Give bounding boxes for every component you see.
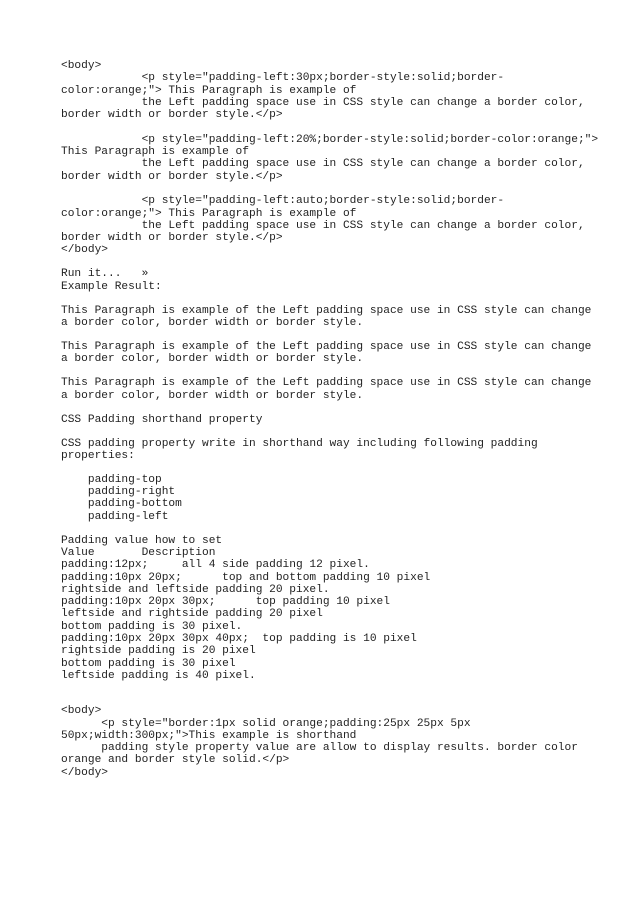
code-line: the Left padding space use in CSS style can change a border color,: [61, 219, 585, 232]
table-line: bottom padding is 30 pixel: [61, 657, 236, 670]
result-line: This Paragraph is example of the Left padding space use in CSS style can change: [61, 341, 592, 353]
result-line: a border color, border width or border style.: [61, 389, 364, 402]
table-line: rightside padding is 20 pixel: [61, 645, 256, 658]
list-item: padding-top: [61, 473, 162, 486]
code-line: This Paragraph is example of: [61, 146, 249, 159]
result-paragraph-2: [61, 341, 621, 366]
result-paragraph-3: [61, 377, 621, 402]
intro-line: CSS padding property write in shorthand way including following padding: [61, 437, 538, 450]
table-line: padding:12px; all 4 side padding 12 pixel.: [61, 559, 370, 572]
code-line: border width or border style.</p>: [61, 109, 283, 122]
list-item: padding-right: [61, 486, 176, 499]
example-result-label: Example Result:: [61, 280, 162, 293]
code-line: <p style="padding-left:auto;border-style:solid;border-: [61, 195, 505, 208]
code-line: the Left padding space use in CSS style can change a border color,: [61, 158, 585, 171]
document-page: [61, 60, 621, 779]
result-paragraph-1: [61, 305, 621, 330]
code-line: <p style="border:1px solid orange;padding:25px 25px 5px: [61, 717, 471, 730]
shorthand-heading: CSS Padding shorthand property: [61, 413, 263, 426]
code-line: border width or border style.</p>: [61, 170, 283, 183]
code-line: <body>: [61, 60, 102, 72]
code-line: </body>: [61, 766, 108, 779]
code-line: [61, 121, 621, 133]
code-line: color:orange;"> This Paragraph is example of: [61, 84, 357, 97]
code-line: border width or border style.</p>: [61, 232, 283, 245]
list-item: padding-bottom: [61, 498, 182, 511]
code-line: <body>: [61, 705, 102, 718]
table-line: padding:10px 20px 30px; top padding 10 pixel: [61, 596, 390, 609]
table-line: padding:10px 20px 30px 40px; top padding is 10 pixel: [61, 633, 417, 646]
code-line: orange and border style solid.</p>: [61, 754, 290, 767]
table-line: leftside padding is 40 pixel.: [61, 669, 256, 682]
code-line: <p style="padding-left:20%;border-style:solid;border-color:orange;">: [61, 133, 599, 146]
table-line: rightside and leftside padding 20 pixel.: [61, 583, 330, 596]
list-item: padding-left: [61, 510, 169, 523]
code-line: 50px;width:300px;">This example is shorthand: [61, 729, 357, 742]
table-line: leftside and rightside padding 20 pixel: [61, 608, 323, 621]
code-line: [61, 183, 621, 195]
code-line: padding style property value are allow to display results. border color: [61, 742, 578, 755]
result-line: a border color, border width or border style.: [61, 353, 364, 366]
result-line: This Paragraph is example of the Left padding space use in CSS style can change: [61, 304, 592, 317]
table-line: Padding value how to set: [61, 534, 223, 547]
values-table: [61, 535, 621, 683]
code-line: <p style="padding-left:30px;border-style:solid;border-: [61, 72, 505, 85]
result-line: This Paragraph is example of the Left padding space use in CSS style can change: [61, 377, 592, 390]
shorthand-intro: [61, 438, 621, 463]
properties-list: [61, 474, 621, 523]
code-block-2: [61, 705, 621, 779]
table-line: bottom padding is 30 pixel.: [61, 620, 243, 633]
table-line: Value Description: [61, 547, 216, 559]
table-line: padding:10px 20px; top and bottom padding 10 pixel: [61, 571, 431, 584]
result-line: a border color, border width or border style.: [61, 317, 364, 330]
intro-line: properties:: [61, 449, 135, 462]
run-it-link[interactable]: Run it... »: [61, 268, 149, 281]
code-line: the Left padding space use in CSS style can change a border color,: [61, 96, 585, 109]
code-block-1: [61, 60, 621, 257]
code-line: </body>: [61, 244, 108, 257]
code-line: color:orange;"> This Paragraph is example of: [61, 207, 357, 220]
